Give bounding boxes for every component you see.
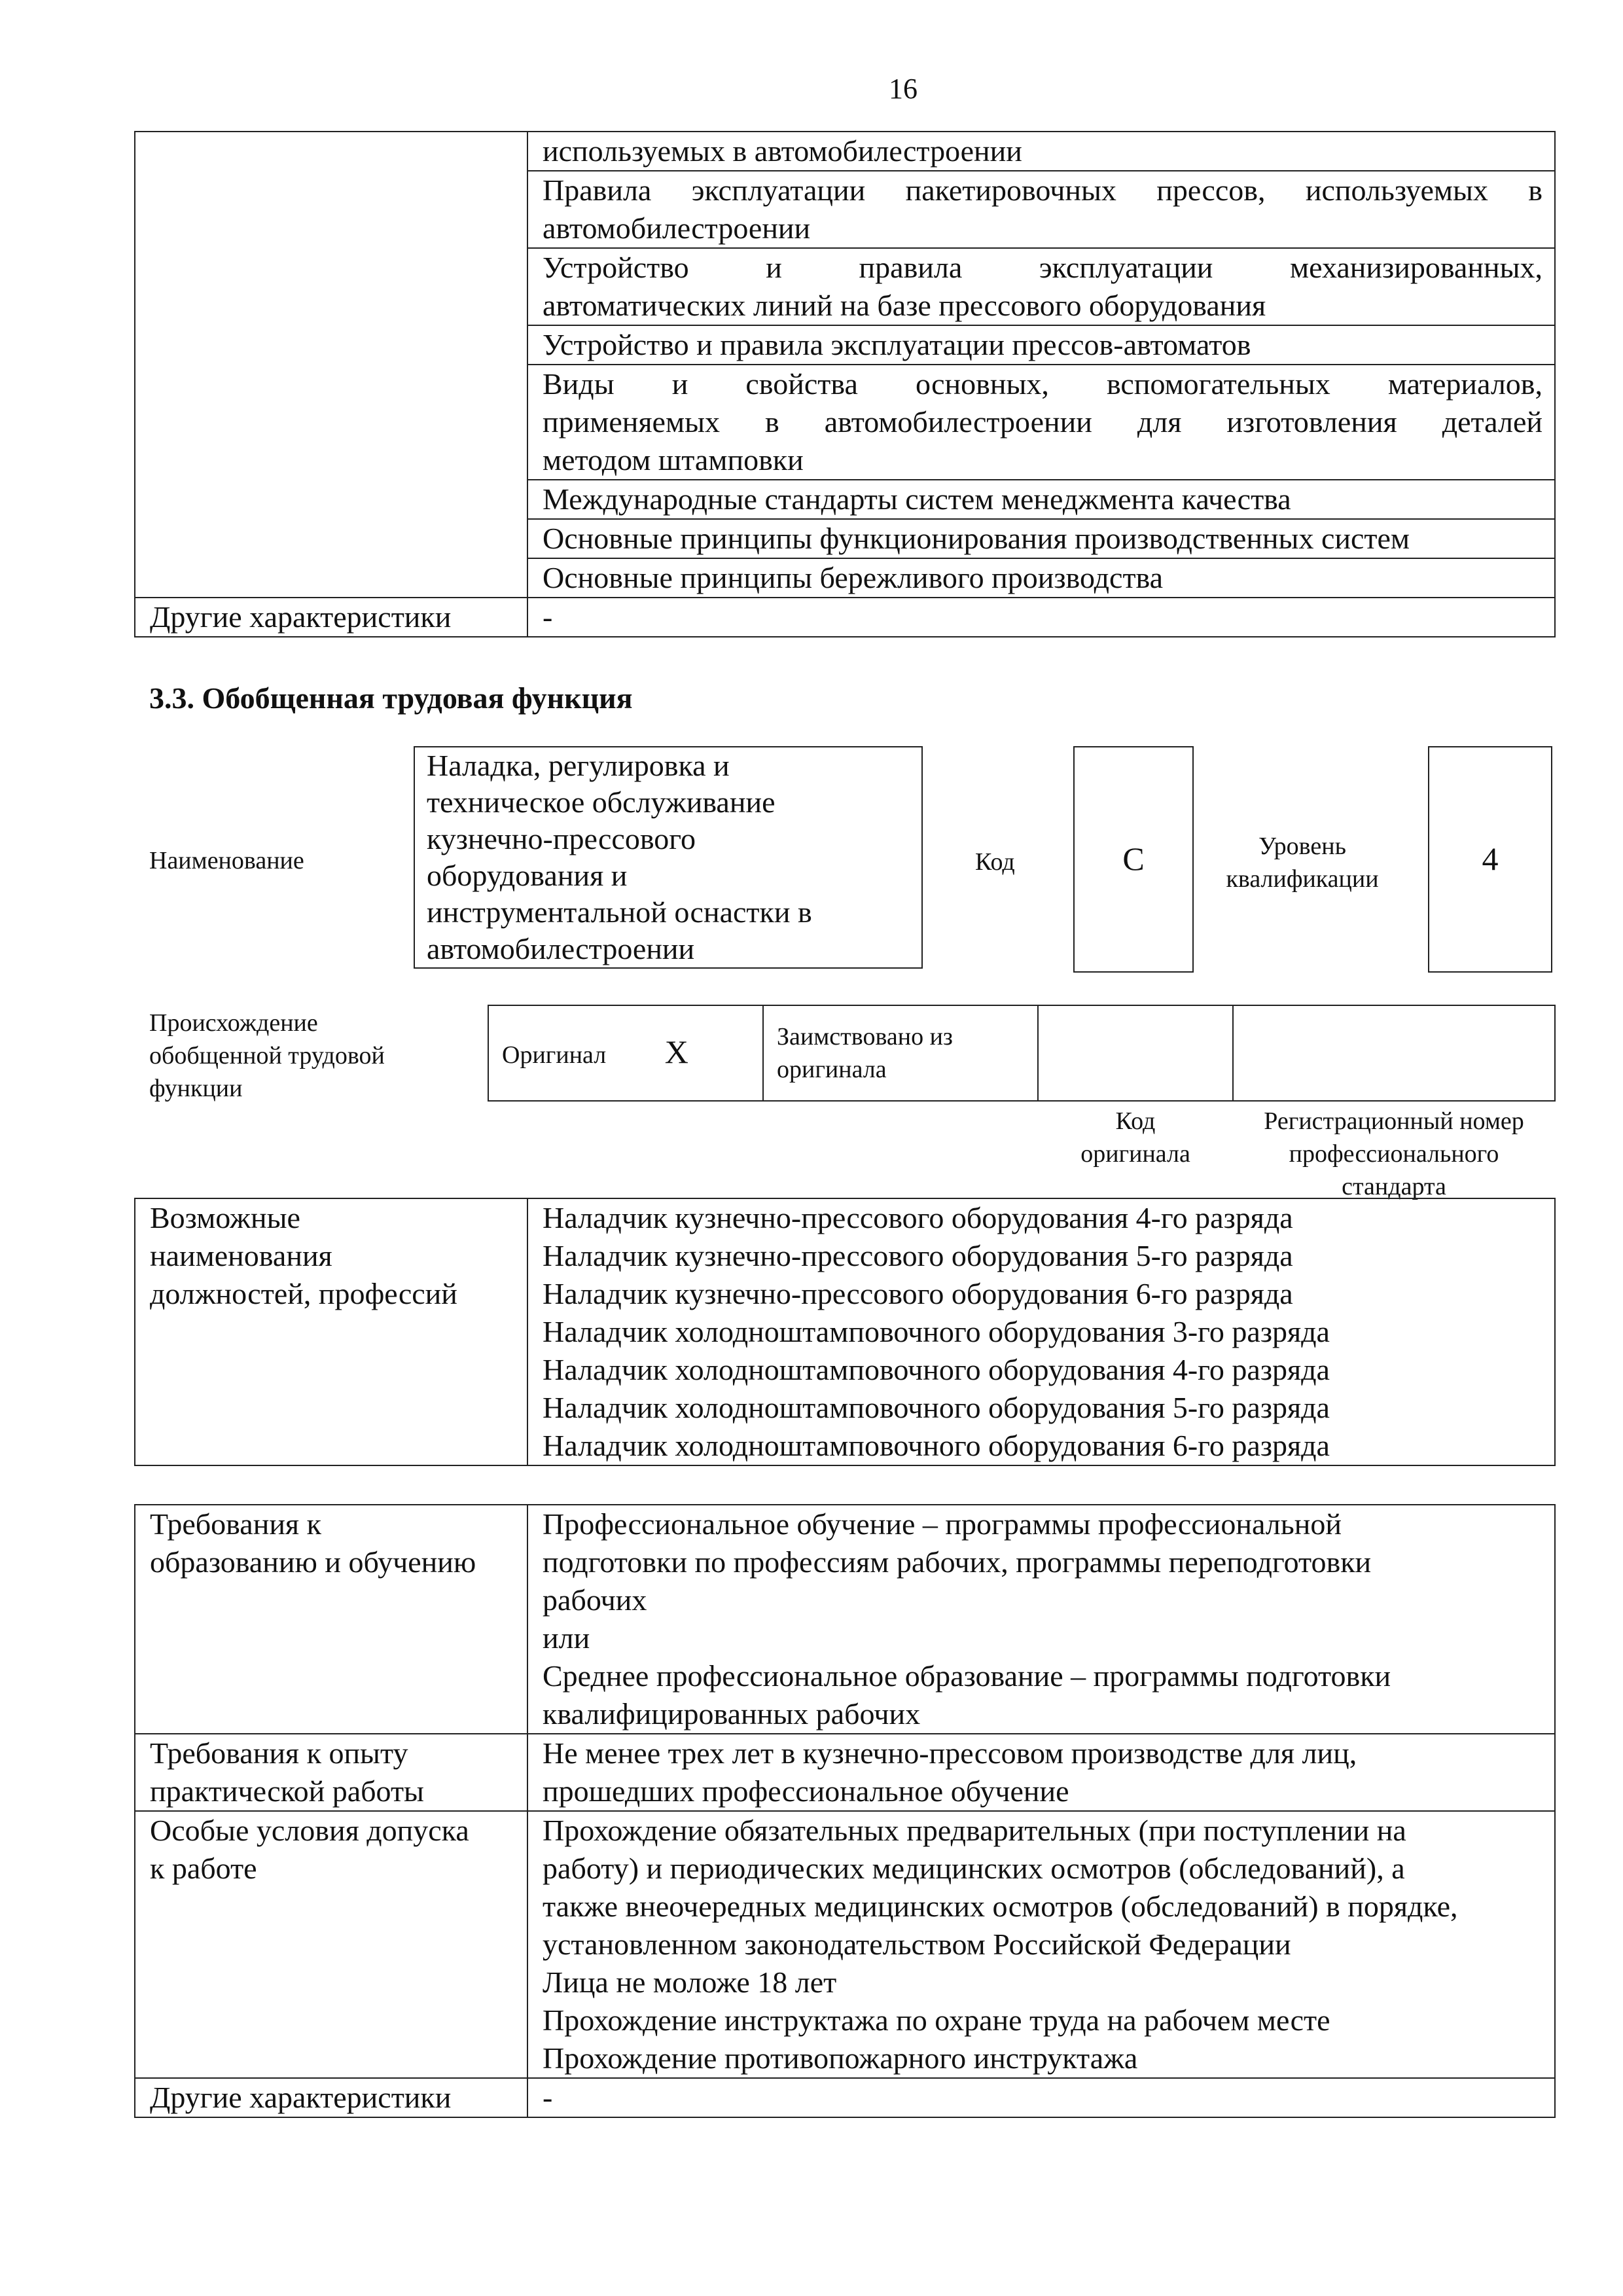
origin-label: Происхождение обобщенной трудовой функции xyxy=(149,1009,385,1102)
position-item: Наладчик холодноштамповочного оборудования 6-го разряда xyxy=(543,1429,1330,1462)
knowledge-item: Правила эксплуатации пакетировочных прессов, используемых в автомобилестроении xyxy=(527,171,1555,248)
level-label: Уровень квалификации xyxy=(1226,833,1379,893)
other-characteristics-label: Другие характеристики xyxy=(135,598,527,637)
reg-number-cell xyxy=(1233,1005,1555,1101)
experience-value: Не менее трех лет в кузнечно-прессовом производстве для лиц, прошедших профессиональное обучение xyxy=(527,1734,1555,1811)
code-original-caption: Код оригинала xyxy=(1080,1107,1190,1168)
education-value: Профессиональное обучение – программы профессиональной подготовки по профессиям рабочих, программы переподготовки рабочих или Среднее профессиональное образование – программы подготовки квалифицированных рабочих xyxy=(527,1505,1555,1734)
knowledge-item: Устройство и правила эксплуатации прессов-автоматов xyxy=(527,325,1555,365)
knowledge-item: Международные стандарты систем менеджмента качества xyxy=(527,480,1555,519)
level-box xyxy=(1428,746,1552,973)
positions-list xyxy=(527,1198,1555,1465)
position-item: Наладчик холодноштамповочного оборудования 5-го разряда xyxy=(543,1391,1330,1424)
position-item: Наладчик кузнечно-прессового оборудования 6-го разряда xyxy=(543,1277,1293,1310)
empty-label-cell xyxy=(135,132,527,598)
knowledge-item: Устройство и правила эксплуатации механизированных, автоматических линий на базе прессового оборудования xyxy=(527,248,1555,325)
page-number: 16 xyxy=(889,73,918,105)
knowledge-item: используемых в автомобилестроении xyxy=(527,132,1555,171)
other-characteristics-value: - xyxy=(527,2078,1555,2117)
code-label: Код xyxy=(975,848,1015,876)
code-value: С xyxy=(1122,840,1145,877)
reg-number-caption: Регистрационный номер профессионального стандарта xyxy=(1264,1107,1524,1200)
positions-label: Возможные наименования должностей, профессий xyxy=(135,1198,527,1465)
original-cell xyxy=(488,1005,763,1101)
other-characteristics-value: - xyxy=(527,598,1555,637)
code-original-cell xyxy=(1038,1005,1233,1101)
position-item: Наладчик кузнечно-прессового оборудования 4-го разряда xyxy=(543,1201,1293,1234)
position-item: Наладчик холодноштамповочного оборудования 3-го разряда xyxy=(543,1315,1330,1348)
level-value: 4 xyxy=(1482,840,1499,877)
original-label: Оригинал xyxy=(502,1041,607,1069)
experience-label: Требования к опыту практической работы xyxy=(135,1734,527,1811)
education-label: Требования к образованию и обучению xyxy=(135,1505,527,1734)
knowledge-item: Виды и свойства основных, вспомогательных материалов, применяемых в автомобилестроении для изготовления деталей методом штамповки xyxy=(527,365,1555,480)
position-item: Наладчик холодноштамповочного оборудования 4-го разряда xyxy=(543,1353,1330,1386)
conditions-label: Особые условия допуска к работе xyxy=(135,1811,527,2078)
knowledge-table xyxy=(134,131,1556,637)
other-characteristics-label: Другие характеристики xyxy=(135,2078,527,2117)
knowledge-item: Основные принципы бережливого производства xyxy=(527,558,1555,598)
position-item: Наладчик кузнечно-прессового оборудования 5-го разряда xyxy=(543,1239,1293,1272)
name-label: Наименование xyxy=(149,847,304,874)
positions-table xyxy=(134,1198,1556,1466)
knowledge-item: Основные принципы функционирования производственных систем xyxy=(527,519,1555,558)
borrowed-cell: Заимствовано из оригинала xyxy=(763,1005,1038,1101)
requirements-table xyxy=(134,1504,1556,2118)
original-mark: X xyxy=(664,1033,688,1070)
section-heading: 3.3. Обобщенная трудовая функция xyxy=(149,681,633,715)
conditions-value: Прохождение обязательных предварительных (при поступлении на работу) и периодических медицинских осмотров (обследований), а также внеочередных медицинских осмотров (обследований) в порядке, установленном законодательством Российской Федерации Лица не моложе 18 лет Прохождение инструктажа по охране труда на рабочем месте Прохождение противопожарного инструктажа xyxy=(527,1811,1555,2078)
name-box: Наладка, регулировка и техническое обслуживание кузнечно-прессового оборудования и инструментальной оснастки в автомобилестроении xyxy=(414,746,923,969)
code-box xyxy=(1073,746,1194,973)
origin-table xyxy=(488,1005,1556,1102)
